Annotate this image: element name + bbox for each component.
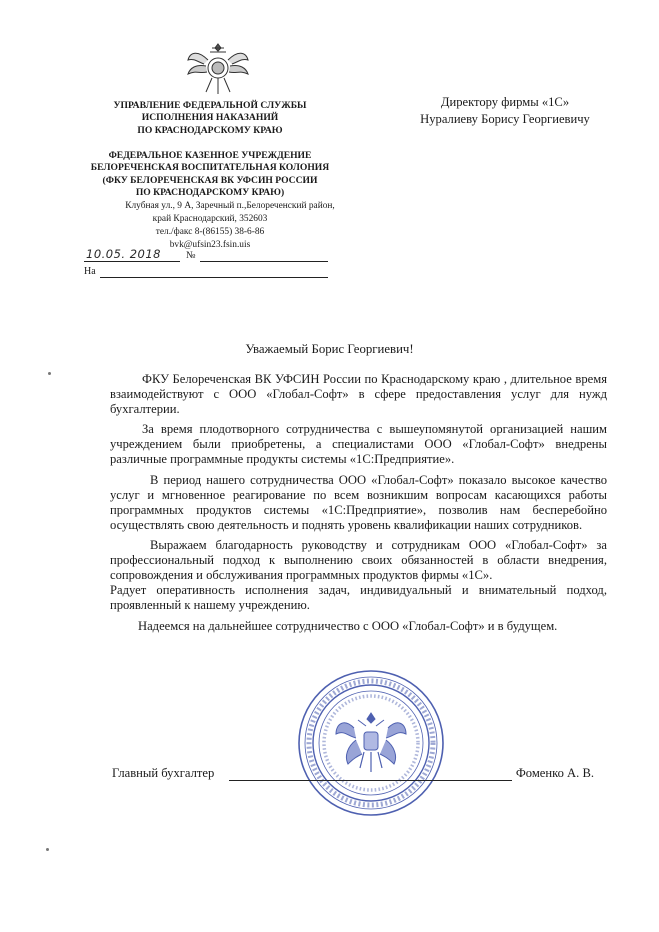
addressee-block [395, 94, 615, 127]
institution-line: ФЕДЕРАЛЬНОЕ КАЗЕННОЕ УЧРЕЖДЕНИЕ [108, 150, 312, 161]
address-line: Клубная ул., 9 А, Заречный п.,Белореченский район, [125, 201, 335, 211]
addressee-name: Нуралиеву Борису Георгиевичу [420, 111, 590, 126]
address-email: bvk@ufsin23.fsin.uis [169, 240, 251, 250]
agency-title-line: ПО КРАСНОДАРСКОМУ КРАЮ [137, 124, 283, 136]
agency-title-line: УПРАВЛЕНИЕ ФЕДЕРАЛЬНОЙ СЛУЖБЫ [113, 100, 307, 111]
body-paragraph: Выражаем благодарность руководству и сотрудникам ООО «Глобал-Софт» за профессиональный подход к выполнению своих обязанностей в области внедрения, сопровождения и обслуживания программных продуктов фирмы «1С». [110, 537, 607, 583]
reply-to-row [84, 266, 328, 280]
round-seal-icon [296, 668, 446, 818]
signature-row [112, 764, 602, 784]
date-number-row [84, 247, 328, 264]
letter-body [110, 372, 607, 640]
number-underline [200, 261, 328, 262]
handwritten-date: 10.05. 2018 [86, 247, 161, 261]
signer-title: Главный бухгалтер [112, 766, 215, 780]
body-paragraph: Радует оперативность исполнения задач, индивидуальный и внимательный подход, проявленный к нашему учреждению. [110, 583, 607, 613]
punch-mark [46, 848, 49, 851]
addressee-position: Директору фирмы «1С» [440, 95, 570, 109]
address-phone: тел./факс 8-(86155) 38-6-86 [155, 227, 265, 237]
punch-mark [48, 372, 51, 375]
number-label: № [186, 250, 196, 261]
body-paragraph: ФКУ Белореченская ВК УФСИН России по Краснодарскому краю , длительное время взаимодействуют с ООО «Глобал-Софт» в сфере предоставления услуг для нужд бухгалтерии. [110, 372, 607, 417]
institution-address [84, 200, 336, 252]
institution-line: (ФКУ БЕЛОРЕЧЕНСКАЯ ВК УФСИН РОССИИ [102, 174, 318, 186]
address-line: край Краснодарский, 352603 [152, 214, 268, 224]
date-underline [84, 261, 180, 262]
signer-name: Фоменко А. В. [515, 766, 594, 780]
fsin-emblem-icon [186, 38, 250, 100]
reply-underline [100, 277, 328, 278]
greeting: Уважаемый Борис Георгиевич! [245, 342, 414, 356]
on-label: На [84, 266, 96, 277]
agency-title [84, 100, 336, 137]
body-paragraph: Надеемся на дальнейшее сотрудничество с ООО «Глобал-Софт» и в будущем. [138, 619, 558, 634]
body-paragraph: За время плодотворного сотрудничества с вышеупомянутой организацией нашим учреждением были приобретены, а специалистами ООО «Глобал-Софт» внедрены различные программные продукты системы «1С:Предприятие». [110, 422, 607, 467]
signature-line [229, 780, 512, 781]
institution-line: ПО КРАСНОДАРСКОМУ КРАЮ) [135, 187, 285, 199]
agency-title-line: ИСПОЛНЕНИЯ НАКАЗАНИЙ [141, 112, 279, 124]
institution-line: БЕЛОРЕЧЕНСКАЯ ВОСПИТАТЕЛЬНАЯ КОЛОНИЯ [90, 162, 330, 174]
body-paragraph: В период нашего сотрудничества ООО «Глобал-Софт» показало высокое качество услуг и мгновенное реагирование по всем возникшим вопросам касающихся работы программных продуктов системы «1С:Предприятие», позволив нам бесперебойно осуществлять свою деятельность и поднять уровень квалификации наших сотрудников. [110, 472, 607, 532]
institution-name [84, 150, 336, 200]
